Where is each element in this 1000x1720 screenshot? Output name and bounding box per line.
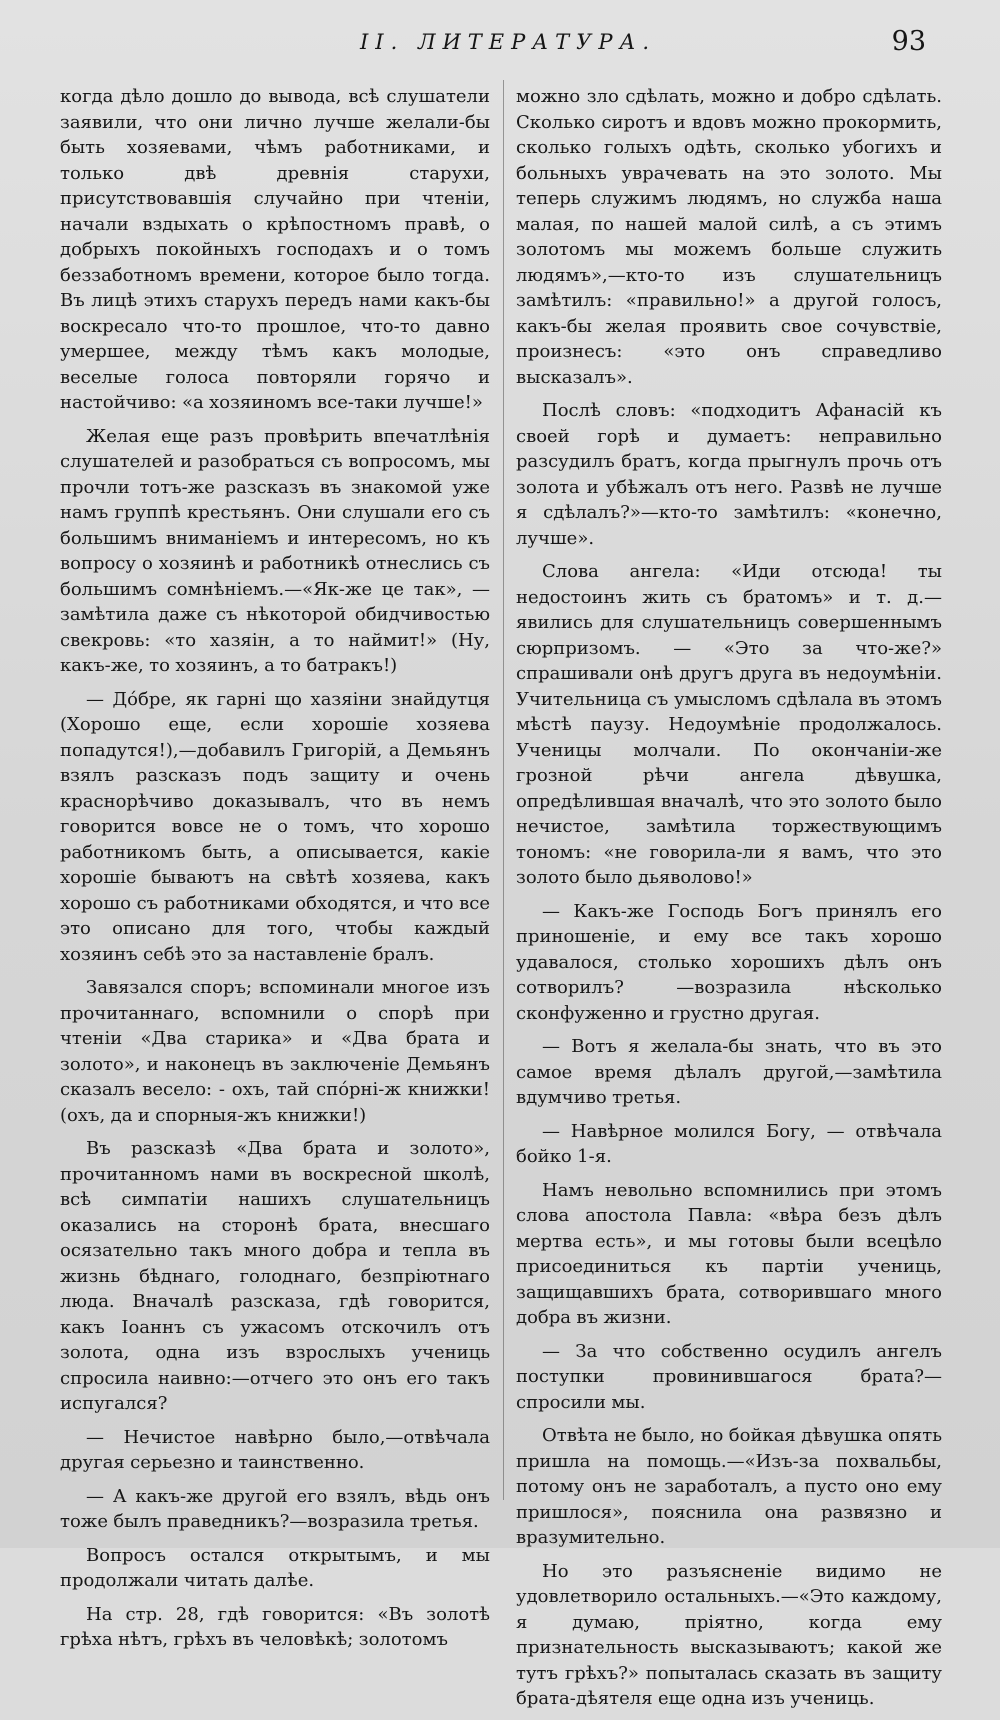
paragraph: Желая еще разъ провѣрить впечатлѣнія слушателей и разобраться съ вопросомъ, мы прочли тотъ-же разсказъ въ знакомой уже намъ группѣ крестьянъ. Они слушали его съ большимъ вниманіемъ и интересомъ, но къ вопросу о хозяинѣ и работникѣ отнеслись съ большимъ сомнѣніемъ.—«Як-же це так», —замѣтила даже съ нѣкоторой обидчивостью свекровь: «то хазяін, а то наймит!» (Ну, какъ-же, то хозяинъ, а то батракъ!) bbox=[60, 425, 490, 676]
running-head: II. ЛИТЕРАТУРА. bbox=[360, 30, 657, 54]
paragraph: — Дóбре, як гарні що хазяіни знайдутця (Хорошо еще, если хорошіе хозяева попадутся!),—добавилъ Григорій, а Демьянъ взялъ разсказъ подъ защиту и очень краснорѣчиво доказывалъ, что въ немъ говорится вовсе не о томъ, что хорошо работникомъ быть, а описывается, какіе хорошіе бываютъ на свѣтѣ хозяева, какъ хорошо съ работниками обходятся, и что все это описано для того, чтобы каждый хозяинъ себѣ это за наставленіе бралъ. bbox=[60, 688, 490, 965]
page-number: 93 bbox=[891, 26, 926, 57]
paragraph: На стр. 28, гдѣ говорится: «Въ золотѣ грѣха нѣтъ, грѣхъ въ человѣкѣ; золотомъ bbox=[60, 1603, 490, 1650]
paragraph: когда дѣло дошло до вывода, всѣ слушатели заявили, что они лично лучше желали-бы быть хозяевами, чѣмъ работниками, и только двѣ древнія старухи, присутствовавшія случайно при чтеніи, начали вздыхать о крѣпостномъ правѣ, о добрыхъ покойныхъ господахъ и о томъ беззаботномъ времени, которое было тогда. Въ лицѣ этихъ старухъ передъ нами какъ-бы воскресало что-то прошлое, что-то давно умершее, между тѣмъ какъ молодые, веселые голоса повторяли горячо и настойчиво: «а хозяиномъ все-таки лучше!» bbox=[60, 86, 490, 413]
paragraph: — Вотъ я желала-бы знать, что въ это самое время дѣлалъ другой,—замѣтила вдумчиво третья. bbox=[516, 1036, 942, 1108]
page-header bbox=[0, 24, 1000, 60]
paragraph: Вопросъ остался открытымъ, и мы продолжали читать далѣе. bbox=[60, 1544, 490, 1591]
paragraph: Слова ангела: «Иди отсюда! ты недостоинъ жить съ братомъ» и т. д.—явились для слушательницъ совершеннымъ сюрпризомъ. — «Это за что-же?» спрашивали онѣ другъ друга въ недоумѣніи. Учительница съ умысломъ сдѣлала въ этомъ мѣстѣ паузу. Недоумѣніе продолжалось. Ученицы молчали. По окончаніи-же грозной рѣчи ангела дѣвушка, опредѣлившая вначалѣ, что это золото было нечистое, замѣтила торжествующимъ тономъ: «не говорила-ли я вамъ, что это золото было дьяволово!» bbox=[516, 561, 942, 888]
paragraph: Въ разсказѣ «Два брата и золото», прочитанномъ нами въ воскресной школѣ, всѣ симпатіи нашихъ слушательницъ оказались на сторонѣ брата, внесшаго осязательно такъ много добра и тепла въ жизнь бѣднаго, голоднаго, безпріютнаго люда. Вначалѣ разсказа, гдѣ говорится, какъ Іоаннъ съ ужасомъ отскочилъ отъ золота, одна изъ взрослыхъ учениць спросила наивно:—отчего это онъ его такъ испугался? bbox=[60, 1138, 490, 1414]
paragraph: Намъ невольно вспомнились при этомъ слова апостола Павла: «вѣра безъ дѣлъ мертва есть», и мы готовы были всецѣло присоединиться къ партіи учениць, защищавшихъ брата, сотворившаго много добра въ жизни. bbox=[516, 1179, 942, 1328]
paragraph: Но это разъясненіе видимо не удовлетворило остальныхъ.—«Это каждому, я думаю, пріятно, когда ему признательность высказываютъ; какой же тутъ грѣхъ?» попыталась сказать въ защиту брата-дѣятеля еще одна изъ учениць. bbox=[516, 1560, 942, 1709]
paragraph: — Навѣрное молился Богу, — отвѣчала бойко 1-я. bbox=[516, 1120, 942, 1167]
right-column bbox=[516, 84, 942, 1720]
paragraph: — За что собственно осудилъ ангелъ поступки провинившагося брата?—спросили мы. bbox=[516, 1340, 942, 1413]
paragraph: Завязался споръ; вспоминали многое изъ прочитаннаго, вспомнили о спорѣ при чтеніи «Два старика» и «Два брата и золото», и наконецъ въ заключеніе Демьянъ сказалъ весело: - охъ, тай спóрні-ж книжки! (охъ, да и спорныя-жъ книжки!) bbox=[60, 977, 490, 1126]
paragraph: Отвѣта не было, но бойкая дѣвушка опять пришла на помощь.—«Изъ-за похвальбы, потому онъ не заработалъ, а пусто оно ему пришлося», пояснила она развязно и вразумительно. bbox=[516, 1425, 942, 1548]
paragraph: — А какъ-же другой его взялъ, вѣдь онъ тоже былъ праведникъ?—возразила третья. bbox=[60, 1485, 490, 1532]
paragraph: Послѣ словъ: «подходитъ Афанасій къ своей горѣ и думаетъ: неправильно разсудилъ братъ, когда прыгнулъ прочь отъ золота и убѣжалъ отъ него. Развѣ не лучше я сдѣлалъ?»—кто-то замѣтилъ: «конечно, лучше». bbox=[516, 400, 942, 549]
paragraph: — Нечистое навѣрно было,—отвѣчала другая серьезно и таинственно. bbox=[60, 1426, 490, 1473]
paragraph: можно зло сдѣлать, можно и добро сдѣлать. Сколько сиротъ и вдовъ можно прокормить, сколько голыхъ одѣть, сколько убогихъ и больныхъ уврачевать на это золото. Мы теперь служимъ людямъ, но служба наша малая, по нашей малой силѣ, а съ этимъ золотомъ мы можемъ больше служить людямъ»,—кто-то изъ слушательницъ замѣтилъ: «правильно!» а другой голосъ, какъ-бы желая проявить свое сочувствіе, произнесъ: «это онъ справедливо высказалъ». bbox=[516, 86, 942, 388]
paragraph: — Какъ-же Господь Богъ принялъ его приношеніе, и ему все такъ хорошо удавалося, столько хорошихъ дѣлъ онъ сотворилъ? —возразила нѣсколько сконфуженно и грустно другая. bbox=[516, 900, 942, 1024]
left-column bbox=[60, 84, 490, 1661]
column-divider bbox=[503, 80, 504, 1500]
